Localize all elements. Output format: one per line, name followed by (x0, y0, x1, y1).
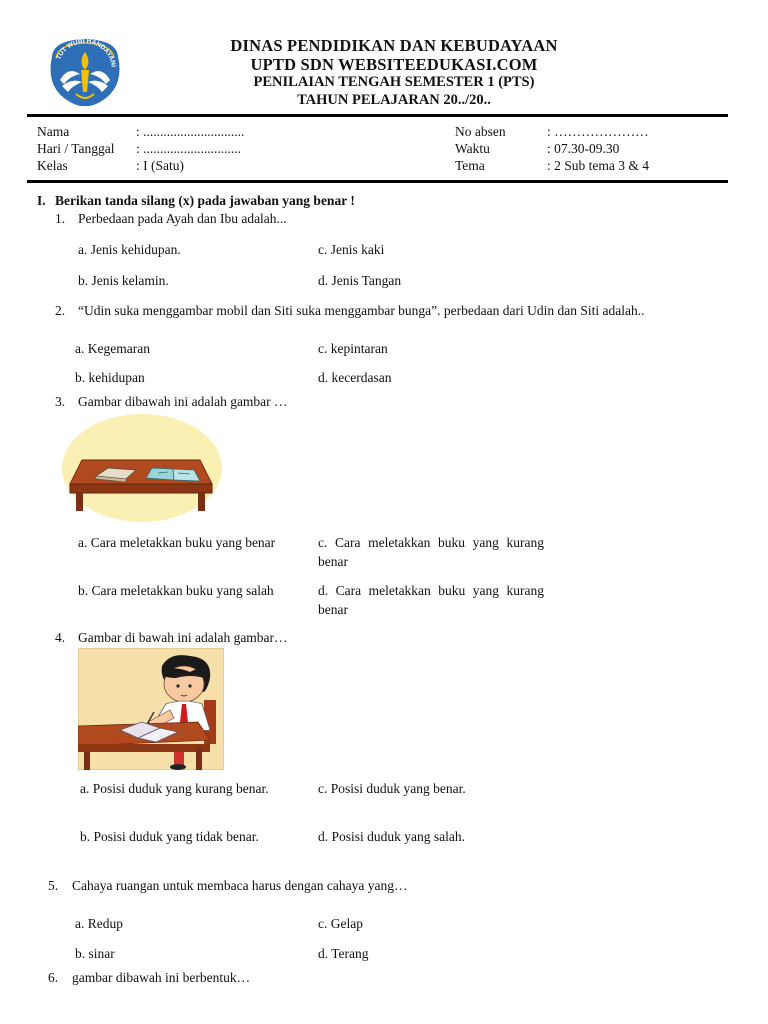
logo (46, 36, 124, 108)
option-d[interactable]: d. Posisi duduk yang salah. (318, 829, 465, 844)
question-number: 1. (55, 211, 66, 226)
option-d[interactable]: d. kecerdasan (318, 370, 392, 385)
question-text: Cahaya ruangan untuk membaca harus dengan cahaya yang… (72, 878, 408, 893)
question-number: 4. (55, 630, 66, 645)
option-c[interactable]: c. kepintaran (318, 341, 388, 356)
header-title-line1: DINAS PENDIDIKAN DAN KEBUDAYAAN (230, 36, 558, 55)
option-a[interactable]: a. Redup (75, 916, 123, 931)
info-bottom-rule (27, 180, 728, 183)
option-b[interactable]: b. kehidupan (75, 370, 145, 385)
question-number: 3. (55, 394, 66, 409)
option-a[interactable]: a. Kegemaran (75, 341, 150, 356)
question-text: “Udin suka menggambar mobil dan Siti suka menggambar bunga”. perbedaan dari Udin dan Siti adalah.. (78, 303, 645, 318)
question-text: Gambar di bawah ini adalah gambar… (78, 630, 288, 645)
option-c[interactable]: c. Jenis kaki (318, 242, 385, 257)
section-instruction: Berikan tanda silang (x) pada jawaban yang benar ! (55, 193, 355, 208)
nama-field: : .............................. (136, 124, 245, 139)
header-title-line3: PENILAIAN TENGAH SEMESTER 1 (PTS) (253, 74, 535, 90)
tema-field: : 2 Sub tema 3 & 4 (547, 158, 649, 173)
kelas-field: : I (Satu) (136, 158, 184, 173)
option-b[interactable]: b. Cara meletakkan buku yang salah (78, 583, 274, 598)
option-c[interactable]: c. Posisi duduk yang benar. (318, 781, 466, 796)
question-text: Gambar dibawah ini adalah gambar … (78, 394, 288, 409)
question-text: gambar dibawah ini berbentuk… (72, 970, 251, 985)
option-a[interactable]: a. Jenis kehidupan. (78, 242, 181, 257)
header-title-line2: UPTD SDN WEBSITEEDUKASI.COM (250, 55, 538, 74)
hari-tanggal-label: Hari / Tanggal (37, 141, 115, 156)
waktu-label: Waktu (455, 141, 490, 156)
question-number: 5. (48, 878, 59, 893)
option-c[interactable]: c. Cara meletakkan buku yang kurang benar (318, 535, 544, 569)
no-absen-field: : ………………… (547, 124, 649, 139)
books-on-table-illustration-icon (60, 412, 222, 522)
nama-label: Nama (37, 124, 70, 139)
option-d[interactable]: d. Cara meletakkan buku yang kurang benar (318, 583, 544, 617)
header-top-rule (27, 114, 728, 117)
waktu-field: : 07.30-09.30 (547, 141, 620, 156)
kelas-label: Kelas (37, 158, 68, 173)
books-on-table-image (60, 412, 222, 522)
option-b[interactable]: b. Jenis kelamin. (78, 273, 169, 288)
header-title-line4: TAHUN PELAJARAN 20../20.. (297, 92, 491, 108)
question-text: Perbedaan pada Ayah dan Ibu adalah... (78, 211, 287, 226)
no-absen-label: No absen (455, 124, 506, 139)
option-d[interactable]: d. Jenis Tangan (318, 273, 402, 288)
question-number: 6. (48, 970, 59, 985)
boy-writing-at-desk-illustration-icon (78, 648, 224, 770)
option-c[interactable]: c. Gelap (318, 916, 363, 931)
option-a[interactable]: a. Posisi duduk yang kurang benar. (80, 781, 269, 796)
tema-label: Tema (455, 158, 485, 173)
question-number: 2. (55, 303, 66, 318)
tut-wuri-handayani-logo-icon (46, 36, 124, 108)
logo-motto: TUT WURI HANDAYANI (55, 37, 117, 68)
hari-tanggal-field: : ............................. (136, 141, 242, 156)
option-d[interactable]: d. Terang (318, 946, 369, 961)
section-number: I. (37, 193, 46, 208)
boy-writing-image (78, 648, 224, 770)
option-b[interactable]: b. sinar (75, 946, 115, 961)
option-a[interactable]: a. Cara meletakkan buku yang benar (78, 535, 276, 550)
option-b[interactable]: b. Posisi duduk yang tidak benar. (80, 829, 259, 844)
